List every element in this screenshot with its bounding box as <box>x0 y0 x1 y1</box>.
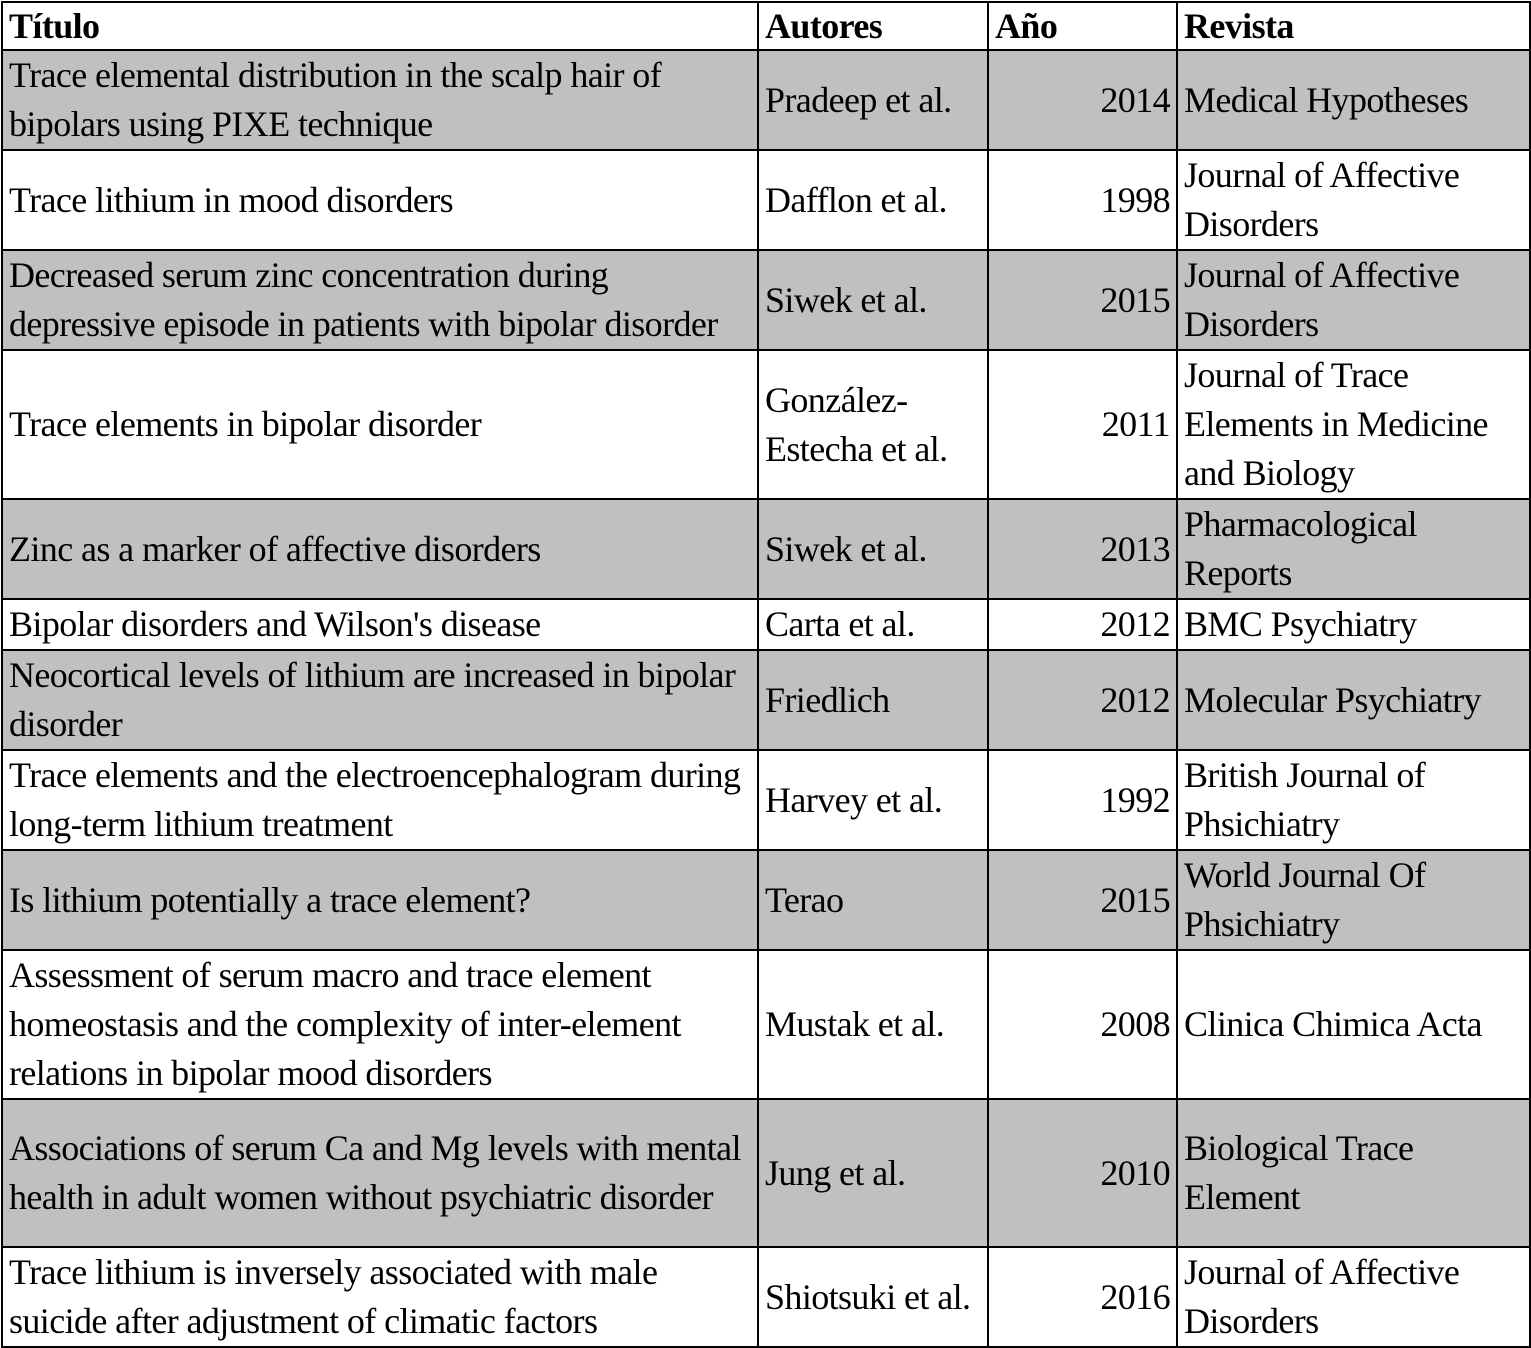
cell-year: 2016 <box>988 1247 1177 1347</box>
cell-journal: Journal of Affective Disorders <box>1177 150 1530 250</box>
table-row <box>2 350 1530 499</box>
cell-journal: Pharmacological Reports <box>1177 499 1530 599</box>
table-row <box>2 1247 1530 1347</box>
cell-year: 2010 <box>988 1099 1177 1247</box>
cell-title: Trace lithium is inversely associated with male suicide after adjustment of climatic factors <box>2 1247 758 1347</box>
cell-authors: Siwek et al. <box>758 499 988 599</box>
cell-authors: Shiotsuki et al. <box>758 1247 988 1347</box>
cell-title: Trace elemental distribution in the scalp hair of bipolars using PIXE technique <box>2 50 758 150</box>
cell-title: Bipolar disorders and Wilson's disease <box>2 599 758 650</box>
cell-journal: Journal of Affective Disorders <box>1177 250 1530 350</box>
cell-year: 2012 <box>988 650 1177 750</box>
cell-year: 2015 <box>988 250 1177 350</box>
table-row <box>2 250 1530 350</box>
cell-title: Trace elements in bipolar disorder <box>2 350 758 499</box>
cell-authors: Terao <box>758 850 988 950</box>
table-row <box>2 950 1530 1099</box>
cell-authors: Carta et al. <box>758 599 988 650</box>
cell-title: Trace lithium in mood disorders <box>2 150 758 250</box>
table-row <box>2 499 1530 599</box>
cell-title: Associations of serum Ca and Mg levels with mental health in adult women without psychiatric disorder <box>2 1099 758 1247</box>
header-year: Año <box>988 2 1177 50</box>
header-authors: Autores <box>758 2 988 50</box>
table-row <box>2 850 1530 950</box>
header-title: Título <box>2 2 758 50</box>
cell-journal: World Journal Of Phsichiatry <box>1177 850 1530 950</box>
cell-authors: Jung et al. <box>758 1099 988 1247</box>
cell-journal: Molecular Psychiatry <box>1177 650 1530 750</box>
literature-table <box>1 1 1531 1348</box>
cell-year: 1998 <box>988 150 1177 250</box>
cell-title: Zinc as a marker of affective disorders <box>2 499 758 599</box>
cell-authors: González-Estecha et al. <box>758 350 988 499</box>
table-row <box>2 599 1530 650</box>
cell-authors: Siwek et al. <box>758 250 988 350</box>
cell-year: 2015 <box>988 850 1177 950</box>
cell-title: Trace elements and the electroencephalogram during long-term lithium treatment <box>2 750 758 850</box>
table-row <box>2 50 1530 150</box>
cell-journal: Medical Hypotheses <box>1177 50 1530 150</box>
cell-year: 2012 <box>988 599 1177 650</box>
cell-journal: Clinica Chimica Acta <box>1177 950 1530 1099</box>
cell-year: 2014 <box>988 50 1177 150</box>
table-row <box>2 650 1530 750</box>
cell-year: 1992 <box>988 750 1177 850</box>
header-journal: Revista <box>1177 2 1530 50</box>
cell-year: 2011 <box>988 350 1177 499</box>
cell-journal: BMC Psychiatry <box>1177 599 1530 650</box>
cell-authors: Harvey et al. <box>758 750 988 850</box>
cell-year: 2008 <box>988 950 1177 1099</box>
table-row <box>2 1099 1530 1247</box>
cell-authors: Friedlich <box>758 650 988 750</box>
cell-title: Is lithium potentially a trace element? <box>2 850 758 950</box>
cell-journal: Journal of Affective Disorders <box>1177 1247 1530 1347</box>
cell-year: 2013 <box>988 499 1177 599</box>
cell-title: Decreased serum zinc concentration during depressive episode in patients with bipolar disorder <box>2 250 758 350</box>
cell-journal: British Journal of Phsichiatry <box>1177 750 1530 850</box>
cell-authors: Mustak et al. <box>758 950 988 1099</box>
header-row <box>2 2 1530 50</box>
table-row <box>2 750 1530 850</box>
cell-journal: Biological Trace Element <box>1177 1099 1530 1247</box>
cell-journal: Journal of Trace Elements in Medicine and Biology <box>1177 350 1530 499</box>
table-row <box>2 150 1530 250</box>
cell-title: Neocortical levels of lithium are increased in bipolar disorder <box>2 650 758 750</box>
cell-authors: Pradeep et al. <box>758 50 988 150</box>
cell-authors: Dafflon et al. <box>758 150 988 250</box>
cell-title: Assessment of serum macro and trace element homeostasis and the complexity of inter-element relations in bipolar mood disorders <box>2 950 758 1099</box>
